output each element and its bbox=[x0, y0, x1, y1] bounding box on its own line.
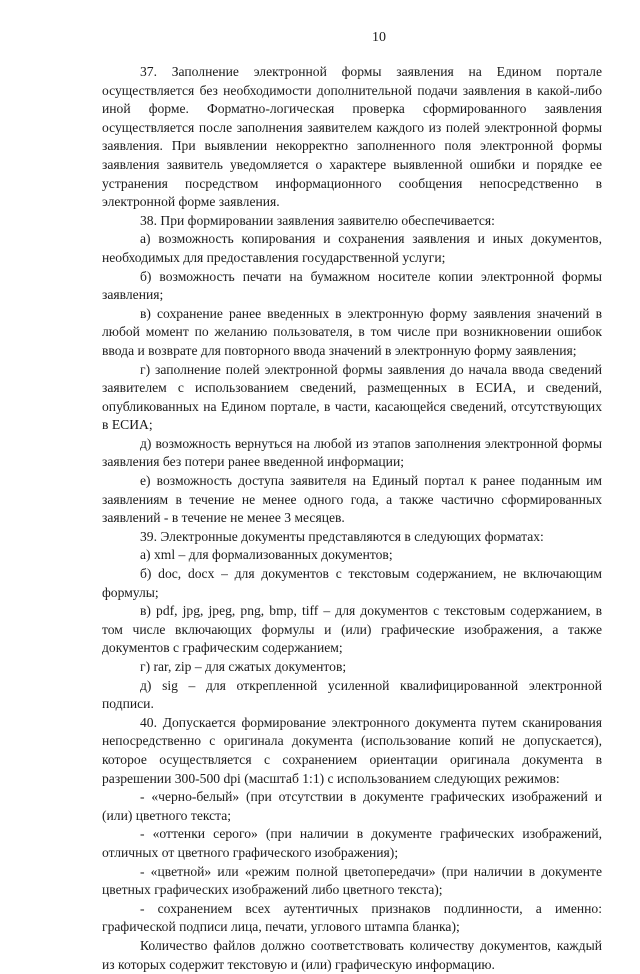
list-item-39a: а) xml – для формализованных документов; bbox=[140, 547, 393, 563]
paragraph-38: 38. При формировании заявления заявителю обеспечивается: bbox=[140, 212, 495, 228]
paragraph-37: 37. Заполнение электронной формы заявления на Едином портале осуществляется без необходимости дополнительной подачи заявления в какой-либо иной форме. Форматно-логическая проверка сформированного заявления осуществляется после заполнения заявителем каждого из полей электронной формы заявления. При выявлении некорректно заполненного поля электронной формы заявления заявитель уведомляется о характере выявленной ошибки и порядке ее устранения посредством информационного сообщения непосредственно в электронной форме заявления. bbox=[102, 64, 602, 210]
list-item-38d: д) возможность вернуться на любой из этапов заполнения электронной формы заявления без потери ранее введенной информации; bbox=[102, 435, 602, 470]
list-item-38v: в) сохранение ранее введенных в электронную форму заявления значений в любой момент по желанию пользователя, в том числе при возникновении ошибок ввода и возврате для повторного ввода значений в электронную форму заявления; bbox=[102, 305, 602, 358]
list-item-39b: б) doc, docx – для документов с текстовым содержанием, не включающим формулы; bbox=[102, 566, 602, 600]
paragraph-40: 40. Допускается формирование электронного документа путем сканирования непосредственно с оригинала документа (использование копий не допускается), которое осуществляется с сохранением ориентации оригинала документа в разрешении 300-500 dpi (масштаб 1:1) с использованием следующих режимов: bbox=[102, 714, 602, 786]
scan-mode-bw: - «черно-белый» (при отсутствии в документе графических изображений и (или) цветного текста; bbox=[102, 789, 602, 823]
list-item-38e: е) возможность доступа заявителя на Единый портал к ранее поданным им заявлениям в течение не менее одного года, а также частично сформированных заявлений - в течение не менее 3 месяцев. bbox=[102, 473, 602, 526]
paragraph-file-count: Количество файлов должно соответствовать количеству документов, каждый из которых содержит текстовую и (или) графическую информацию. bbox=[102, 937, 602, 972]
list-item-38b: б) возможность печати на бумажном носителе копии электронной формы заявления; bbox=[102, 268, 602, 303]
list-item-38a: а) возможность копирования и сохранения заявления и иных документов, необходимых для предоставления государственной услуги; bbox=[102, 231, 602, 265]
scan-mode-authenticity: - сохранением всех аутентичных признаков подлинности, а именно: графической подписи лица, печати, углового штампа бланка); bbox=[102, 900, 602, 935]
list-item-39v: в) pdf, jpg, jpeg, png, bmp, tiff – для документов с текстовым содержанием, в том числе включающих формулы и (или) графические изображения, а также документов с графическим содержанием; bbox=[102, 603, 602, 656]
list-item-38g: г) заполнение полей электронной формы заявления до начала ввода сведений заявителем с использованием сведений, размещенных в ЕСИА, и сведений, опубликованных на Едином портале, в части, касающейся сведений, отсутствующих в ЕСИА; bbox=[102, 361, 602, 433]
list-item-39d: д) sig – для открепленной усиленной квалифицированной электронной подписи. bbox=[102, 677, 602, 712]
page-number: 10 bbox=[372, 30, 386, 45]
list-item-39g: г) rar, zip – для сжатых документов; bbox=[140, 659, 347, 674]
scan-mode-grayscale: - «оттенки серого» (при наличии в документе графических изображений, отличных от цветного графического изображения); bbox=[102, 826, 602, 860]
scan-mode-color: - «цветной» или «режим полной цветопередачи» (при наличии в документе цветных графических изображений либо цветного текста); bbox=[102, 863, 602, 898]
paragraph-39: 39. Электронные документы представляются в следующих форматах: bbox=[140, 528, 544, 544]
